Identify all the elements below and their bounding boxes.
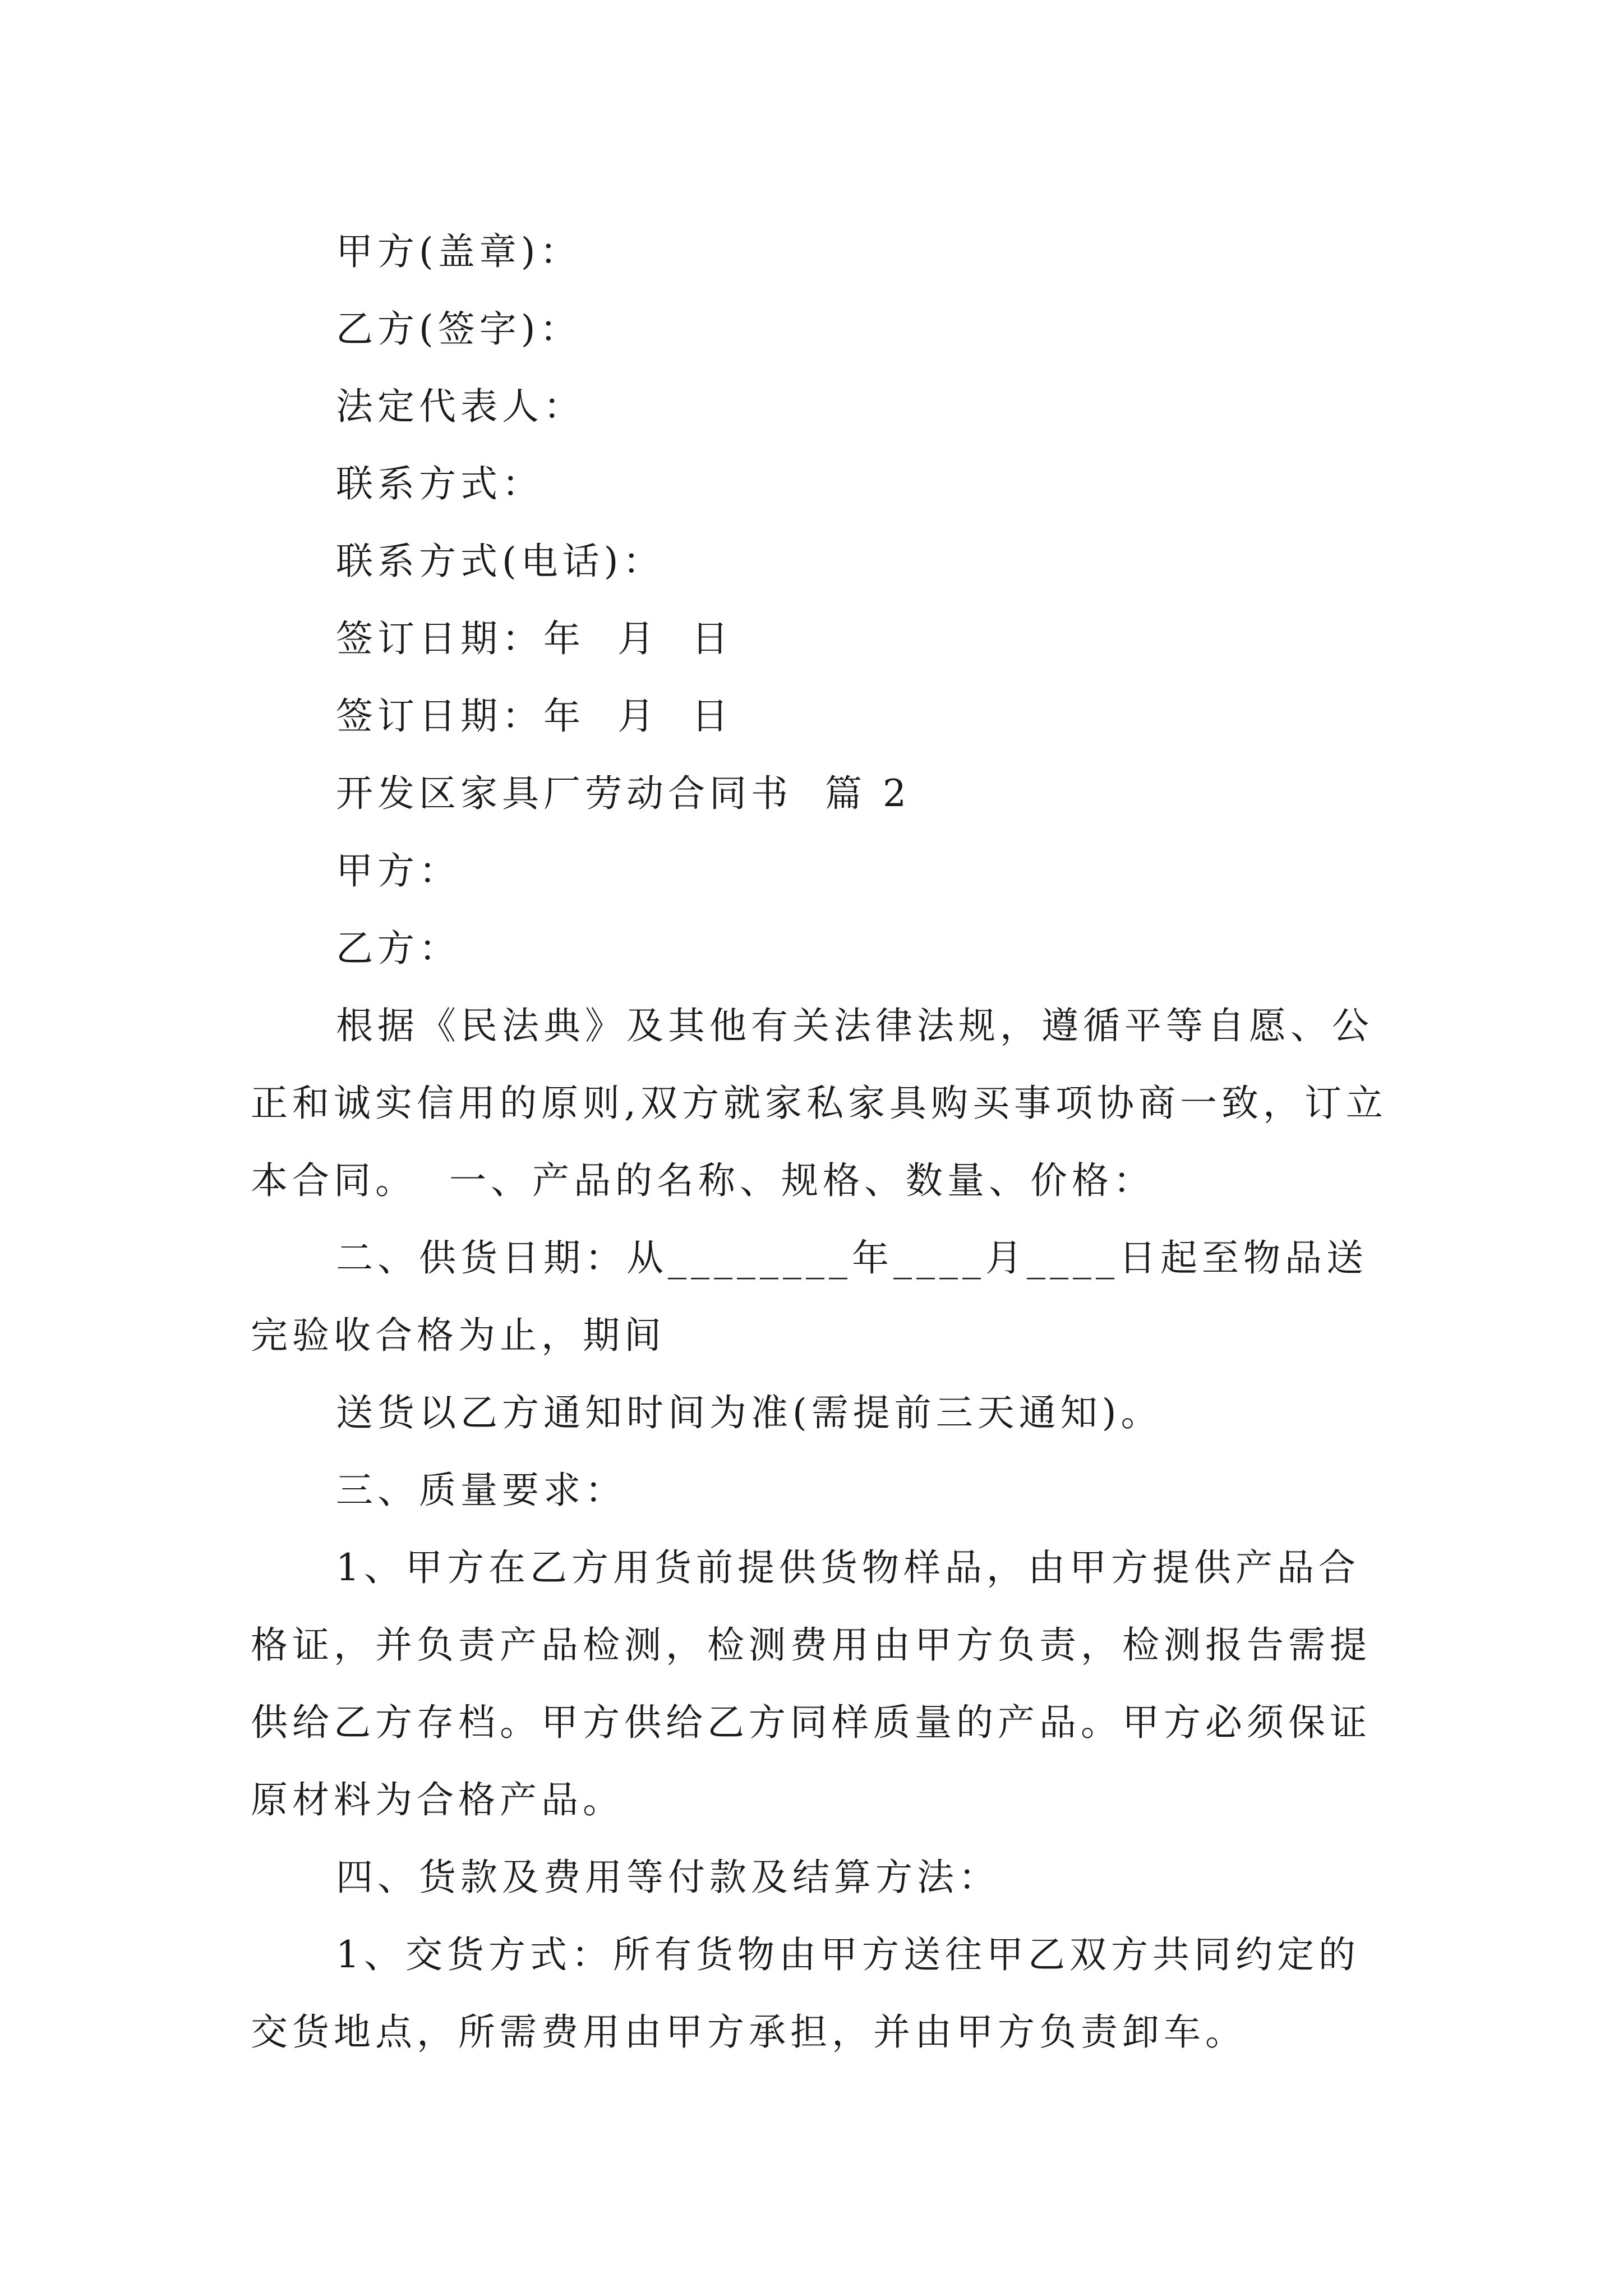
paragraph-delivery-notice: 送货以乙方通知时间为准(需提前三天通知)。 — [336, 1391, 1163, 1434]
signature-date-1: 签订日期：年 月 日 — [336, 617, 733, 660]
party-a-label: 甲方： — [336, 849, 460, 892]
heading-quality-requirements: 三、质量要求： — [336, 1469, 626, 1512]
signature-party-a-seal: 甲方(盖章)： — [336, 230, 582, 273]
paragraph-delivery-method: 1、交货方式：所有货物由甲方送往甲乙双方共同约定的交货地点，所需费用由甲方承担，并由甲方负责卸车。 — [251, 1933, 1360, 2054]
signature-contact-phone: 联系方式(电话)： — [336, 540, 665, 583]
signature-legal-representative: 法定代表人： — [336, 385, 585, 428]
paragraph-quality-item-1: 1、甲方在乙方用货前提供货物样品，由甲方提供产品合格证，并负责产品检测，检测费用由甲方负责，检测报告需提供给乙方存档。甲方供给乙方同样质量的产品。甲方必须保证原材料为合格产品。 — [251, 1546, 1371, 1821]
section-title: 开发区家具厂劳动合同书 篇 2 — [336, 772, 911, 815]
document-body — [251, 213, 1389, 2071]
signature-party-b-sign: 乙方(签字)： — [336, 307, 582, 351]
paragraph-preamble: 根据《民法典》及其他有关法律法规，遵循平等自愿、公正和诚实信用的原则,双方就家私家具购买事项协商一致，订立本合同。 一、产品的名称、规格、数量、价格： — [251, 1004, 1387, 1202]
signature-date-2: 签订日期：年 月 日 — [336, 694, 733, 738]
signature-contact: 联系方式： — [336, 462, 543, 505]
party-b-label: 乙方： — [336, 927, 460, 970]
paragraph-supply-date: 二、供货日期：从________年____月____日起至物品送完验收合格为止，期间 — [251, 1236, 1368, 1357]
heading-payment-settlement: 四、货款及费用等付款及结算方法： — [336, 1856, 1000, 1899]
